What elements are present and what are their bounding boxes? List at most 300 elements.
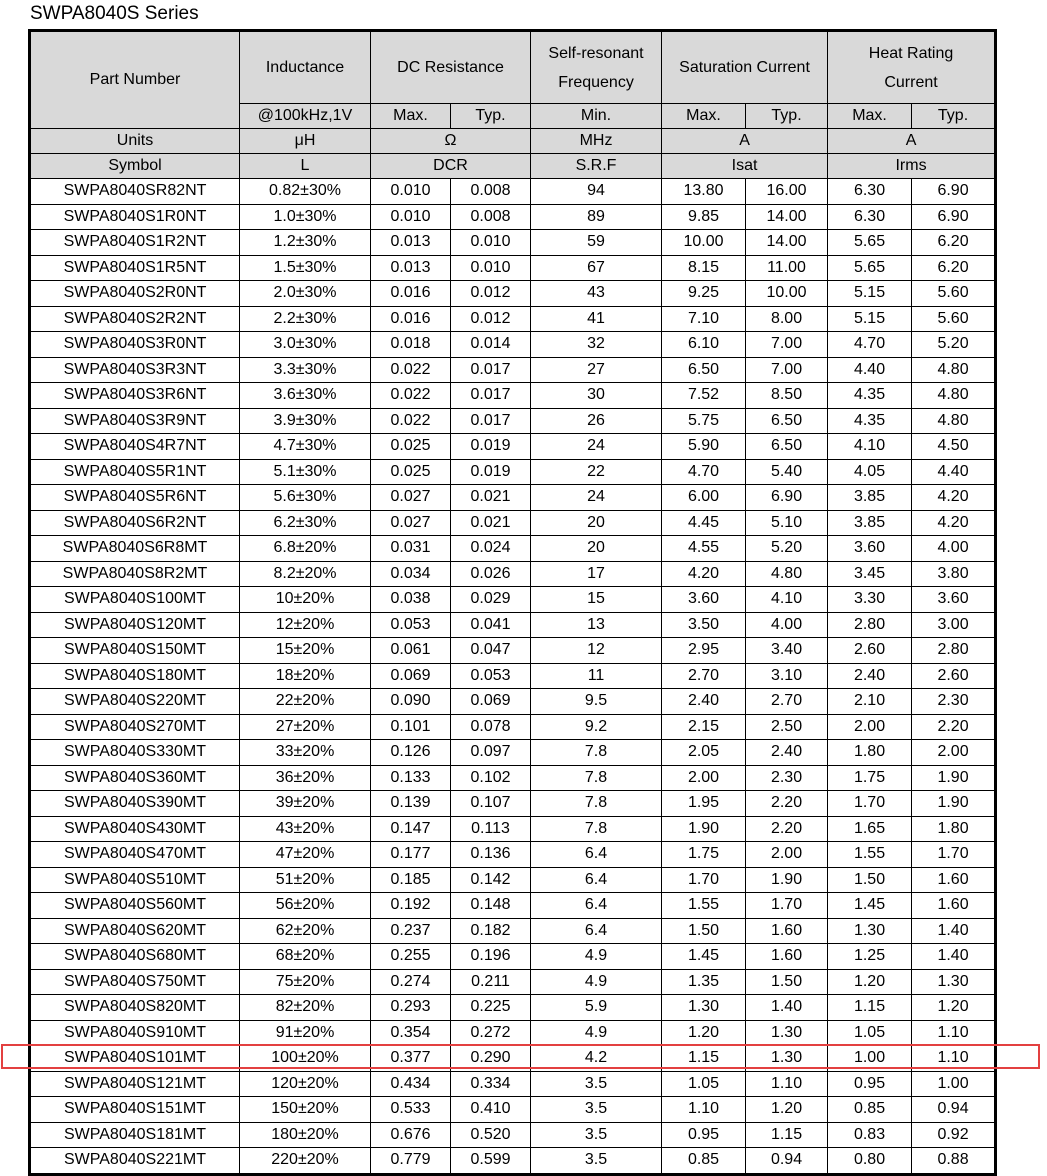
irms-max-cell: 5.65: [828, 255, 912, 281]
isat-max-cell: 1.20: [662, 1020, 746, 1046]
inductance-cell: 150±20%: [240, 1097, 371, 1123]
isat-max-cell: 13.80: [662, 179, 746, 205]
isat-typ-cell: 2.20: [746, 816, 828, 842]
irms-max-cell: 1.80: [828, 740, 912, 766]
part-number-cell: SWPA8040S2R0NT: [30, 281, 240, 307]
irms-max-cell: 1.25: [828, 944, 912, 970]
srf-min-cell: 6.4: [531, 867, 662, 893]
srf-min-cell: 4.9: [531, 944, 662, 970]
table-row: [30, 867, 996, 893]
inductance-cell: 180±20%: [240, 1122, 371, 1148]
dcr-max-cell: 0.027: [371, 510, 451, 536]
isat-typ-cell: 1.40: [746, 995, 828, 1021]
irms-typ-cell: 3.80: [912, 561, 996, 587]
dcr-typ-cell: 0.012: [451, 281, 531, 307]
srf-min-cell: 4.2: [531, 1046, 662, 1072]
dcr-max-cell: 0.377: [371, 1046, 451, 1072]
isat-typ-cell: 1.60: [746, 944, 828, 970]
isat-max-cell: 3.60: [662, 587, 746, 613]
cond-dcr-max: Max.: [371, 104, 451, 129]
part-number-cell: SWPA8040SR82NT: [30, 179, 240, 205]
dcr-typ-cell: 0.024: [451, 536, 531, 562]
table-row: [30, 281, 996, 307]
isat-max-cell: 7.52: [662, 383, 746, 409]
isat-max-cell: 1.55: [662, 893, 746, 919]
dcr-typ-cell: 0.410: [451, 1097, 531, 1123]
irms-max-cell: 1.70: [828, 791, 912, 817]
inductance-cell: 5.6±30%: [240, 485, 371, 511]
srf-min-cell: 9.2: [531, 714, 662, 740]
dcr-typ-cell: 0.008: [451, 179, 531, 205]
dcr-max-cell: 0.016: [371, 281, 451, 307]
irms-max-cell: 2.80: [828, 612, 912, 638]
cond-irms-typ: Typ.: [912, 104, 996, 129]
irms-typ-cell: 4.80: [912, 357, 996, 383]
irms-max-cell: 1.20: [828, 969, 912, 995]
dcr-typ-cell: 0.334: [451, 1071, 531, 1097]
symbol-label: Symbol: [30, 154, 240, 179]
srf-min-cell: 3.5: [531, 1097, 662, 1123]
table-row: [30, 842, 996, 868]
isat-max-cell: 5.75: [662, 408, 746, 434]
isat-max-cell: 1.15: [662, 1046, 746, 1072]
irms-max-cell: 3.85: [828, 510, 912, 536]
isat-typ-cell: 1.30: [746, 1046, 828, 1072]
irms-typ-cell: 5.60: [912, 306, 996, 332]
irms-max-cell: 6.30: [828, 179, 912, 205]
isat-typ-cell: 2.70: [746, 689, 828, 715]
isat-max-cell: 5.90: [662, 434, 746, 460]
part-number-cell: SWPA8040S3R3NT: [30, 357, 240, 383]
irms-typ-cell: 4.20: [912, 485, 996, 511]
dcr-typ-cell: 0.599: [451, 1148, 531, 1175]
dcr-max-cell: 0.274: [371, 969, 451, 995]
table-row: [30, 383, 996, 409]
irms-max-cell: 1.50: [828, 867, 912, 893]
irms-typ-cell: 1.60: [912, 867, 996, 893]
isat-typ-cell: 1.60: [746, 918, 828, 944]
isat-typ-cell: 2.20: [746, 791, 828, 817]
isat-max-cell: 1.45: [662, 944, 746, 970]
part-number-cell: SWPA8040S750MT: [30, 969, 240, 995]
symbol-dcr: DCR: [371, 154, 531, 179]
srf-min-cell: 89: [531, 204, 662, 230]
isat-typ-cell: 1.20: [746, 1097, 828, 1123]
units-srf: MHz: [531, 129, 662, 154]
table-row: [30, 434, 996, 460]
isat-typ-cell: 4.80: [746, 561, 828, 587]
isat-max-cell: 1.50: [662, 918, 746, 944]
part-number-cell: SWPA8040S1R2NT: [30, 230, 240, 256]
dcr-typ-cell: 0.014: [451, 332, 531, 358]
srf-min-cell: 13: [531, 612, 662, 638]
isat-max-cell: 9.25: [662, 281, 746, 307]
page-title: SWPA8040S Series: [30, 3, 199, 24]
irms-max-cell: 4.05: [828, 459, 912, 485]
irms-typ-cell: 0.92: [912, 1122, 996, 1148]
isat-max-cell: 2.40: [662, 689, 746, 715]
isat-max-cell: 4.45: [662, 510, 746, 536]
isat-max-cell: 6.00: [662, 485, 746, 511]
inductance-cell: 12±20%: [240, 612, 371, 638]
irms-max-cell: 6.30: [828, 204, 912, 230]
srf-min-cell: 26: [531, 408, 662, 434]
srf-min-cell: 24: [531, 434, 662, 460]
irms-max-cell: 4.35: [828, 408, 912, 434]
dcr-typ-cell: 0.520: [451, 1122, 531, 1148]
isat-typ-cell: 1.15: [746, 1122, 828, 1148]
irms-typ-cell: 2.30: [912, 689, 996, 715]
dcr-max-cell: 0.027: [371, 485, 451, 511]
dcr-max-cell: 0.053: [371, 612, 451, 638]
part-number-cell: SWPA8040S820MT: [30, 995, 240, 1021]
units-dcr: Ω: [371, 129, 531, 154]
table-row: [30, 1046, 996, 1072]
srf-min-cell: 20: [531, 510, 662, 536]
isat-max-cell: 1.70: [662, 867, 746, 893]
dcr-max-cell: 0.090: [371, 689, 451, 715]
table-row: [30, 918, 996, 944]
dcr-max-cell: 0.434: [371, 1071, 451, 1097]
table-row: [30, 893, 996, 919]
dcr-typ-cell: 0.021: [451, 510, 531, 536]
part-number-cell: SWPA8040S221MT: [30, 1148, 240, 1175]
srf-min-cell: 4.9: [531, 1020, 662, 1046]
part-number-cell: SWPA8040S100MT: [30, 587, 240, 613]
inductance-cell: 100±20%: [240, 1046, 371, 1072]
srf-min-cell: 32: [531, 332, 662, 358]
inductance-cell: 3.0±30%: [240, 332, 371, 358]
part-number-cell: SWPA8040S620MT: [30, 918, 240, 944]
units-inductance: μH: [240, 129, 371, 154]
srf-min-cell: 7.8: [531, 765, 662, 791]
part-number-cell: SWPA8040S430MT: [30, 816, 240, 842]
isat-typ-cell: 4.00: [746, 612, 828, 638]
irms-max-cell: 1.30: [828, 918, 912, 944]
dcr-typ-cell: 0.290: [451, 1046, 531, 1072]
irms-typ-cell: 2.20: [912, 714, 996, 740]
dcr-max-cell: 0.025: [371, 459, 451, 485]
irms-typ-cell: 1.00: [912, 1071, 996, 1097]
dcr-max-cell: 0.293: [371, 995, 451, 1021]
isat-typ-cell: 10.00: [746, 281, 828, 307]
dcr-typ-cell: 0.029: [451, 587, 531, 613]
irms-max-cell: 2.40: [828, 663, 912, 689]
srf-min-cell: 43: [531, 281, 662, 307]
header-part-number: Part Number: [30, 31, 240, 129]
inductance-cell: 3.3±30%: [240, 357, 371, 383]
table-row: [30, 1122, 996, 1148]
irms-typ-cell: 6.20: [912, 255, 996, 281]
irms-typ-cell: 4.50: [912, 434, 996, 460]
isat-max-cell: 8.15: [662, 255, 746, 281]
table-row: [30, 714, 996, 740]
isat-typ-cell: 2.30: [746, 765, 828, 791]
inductance-cell: 43±20%: [240, 816, 371, 842]
irms-typ-cell: 6.20: [912, 230, 996, 256]
srf-min-cell: 17: [531, 561, 662, 587]
irms-max-cell: 4.35: [828, 383, 912, 409]
table-row: [30, 816, 996, 842]
srf-min-cell: 59: [531, 230, 662, 256]
inductance-cell: 3.6±30%: [240, 383, 371, 409]
header-srf-line1: Self-resonant: [548, 44, 644, 62]
cond-isat-typ: Typ.: [746, 104, 828, 129]
isat-max-cell: 4.20: [662, 561, 746, 587]
dcr-max-cell: 0.038: [371, 587, 451, 613]
srf-min-cell: 3.5: [531, 1122, 662, 1148]
table-row: [30, 612, 996, 638]
part-number-cell: SWPA8040S2R2NT: [30, 306, 240, 332]
dcr-typ-cell: 0.113: [451, 816, 531, 842]
table-row: [30, 255, 996, 281]
isat-typ-cell: 7.00: [746, 357, 828, 383]
srf-min-cell: 67: [531, 255, 662, 281]
irms-typ-cell: 0.88: [912, 1148, 996, 1175]
part-number-cell: SWPA8040S270MT: [30, 714, 240, 740]
srf-min-cell: 7.8: [531, 791, 662, 817]
dcr-max-cell: 0.069: [371, 663, 451, 689]
part-number-cell: SWPA8040S180MT: [30, 663, 240, 689]
isat-max-cell: 6.50: [662, 357, 746, 383]
dcr-typ-cell: 0.019: [451, 434, 531, 460]
header-inductance: Inductance: [240, 31, 371, 104]
isat-typ-cell: 8.00: [746, 306, 828, 332]
irms-max-cell: 1.65: [828, 816, 912, 842]
dcr-max-cell: 0.237: [371, 918, 451, 944]
cond-irms-max: Max.: [828, 104, 912, 129]
dcr-typ-cell: 0.041: [451, 612, 531, 638]
symbol-irms: Irms: [828, 154, 996, 179]
irms-typ-cell: 2.00: [912, 740, 996, 766]
isat-max-cell: 0.85: [662, 1148, 746, 1175]
dcr-max-cell: 0.010: [371, 179, 451, 205]
irms-max-cell: 0.85: [828, 1097, 912, 1123]
srf-min-cell: 5.9: [531, 995, 662, 1021]
table-row: [30, 587, 996, 613]
symbol-srf: S.R.F: [531, 154, 662, 179]
irms-max-cell: 1.15: [828, 995, 912, 1021]
isat-max-cell: 4.70: [662, 459, 746, 485]
table-row: [30, 1071, 996, 1097]
inductance-cell: 82±20%: [240, 995, 371, 1021]
dcr-max-cell: 0.139: [371, 791, 451, 817]
inductance-cell: 0.82±30%: [240, 179, 371, 205]
table-row: [30, 179, 996, 205]
dcr-max-cell: 0.034: [371, 561, 451, 587]
srf-min-cell: 94: [531, 179, 662, 205]
dcr-max-cell: 0.192: [371, 893, 451, 919]
irms-typ-cell: 1.20: [912, 995, 996, 1021]
srf-min-cell: 12: [531, 638, 662, 664]
irms-typ-cell: 5.60: [912, 281, 996, 307]
srf-min-cell: 7.8: [531, 740, 662, 766]
table-row: [30, 1097, 996, 1123]
header-srf-line2: Frequency: [558, 73, 634, 91]
part-number-cell: SWPA8040S1R0NT: [30, 204, 240, 230]
inductance-cell: 62±20%: [240, 918, 371, 944]
part-number-cell: SWPA8040S220MT: [30, 689, 240, 715]
srf-min-cell: 30: [531, 383, 662, 409]
irms-max-cell: 5.15: [828, 281, 912, 307]
table-row: [30, 408, 996, 434]
isat-typ-cell: 2.00: [746, 842, 828, 868]
inductance-cell: 1.2±30%: [240, 230, 371, 256]
part-number-cell: SWPA8040S120MT: [30, 612, 240, 638]
isat-max-cell: 1.75: [662, 842, 746, 868]
spec-table-body: [30, 179, 996, 1175]
dcr-typ-cell: 0.008: [451, 204, 531, 230]
dcr-max-cell: 0.147: [371, 816, 451, 842]
dcr-typ-cell: 0.136: [451, 842, 531, 868]
dcr-typ-cell: 0.012: [451, 306, 531, 332]
cond-srf-min: Min.: [531, 104, 662, 129]
irms-max-cell: 3.85: [828, 485, 912, 511]
isat-typ-cell: 1.10: [746, 1071, 828, 1097]
irms-typ-cell: 3.00: [912, 612, 996, 638]
part-number-cell: SWPA8040S3R6NT: [30, 383, 240, 409]
irms-typ-cell: 1.60: [912, 893, 996, 919]
irms-typ-cell: 1.30: [912, 969, 996, 995]
part-number-cell: SWPA8040S390MT: [30, 791, 240, 817]
inductance-cell: 27±20%: [240, 714, 371, 740]
dcr-typ-cell: 0.069: [451, 689, 531, 715]
isat-max-cell: 6.10: [662, 332, 746, 358]
isat-typ-cell: 6.90: [746, 485, 828, 511]
table-row: [30, 306, 996, 332]
dcr-typ-cell: 0.010: [451, 230, 531, 256]
isat-typ-cell: 8.50: [746, 383, 828, 409]
inductance-cell: 2.0±30%: [240, 281, 371, 307]
table-row: [30, 1020, 996, 1046]
header-dc-resistance: DC Resistance: [371, 31, 531, 104]
dcr-typ-cell: 0.021: [451, 485, 531, 511]
irms-typ-cell: 1.40: [912, 918, 996, 944]
irms-typ-cell: 1.40: [912, 944, 996, 970]
dcr-typ-cell: 0.017: [451, 357, 531, 383]
spec-table: [28, 29, 997, 1176]
irms-typ-cell: 1.90: [912, 765, 996, 791]
dcr-typ-cell: 0.148: [451, 893, 531, 919]
dcr-max-cell: 0.061: [371, 638, 451, 664]
isat-typ-cell: 14.00: [746, 204, 828, 230]
isat-typ-cell: 7.00: [746, 332, 828, 358]
isat-typ-cell: 2.50: [746, 714, 828, 740]
irms-typ-cell: 1.10: [912, 1046, 996, 1072]
inductance-cell: 39±20%: [240, 791, 371, 817]
part-number-cell: SWPA8040S470MT: [30, 842, 240, 868]
isat-typ-cell: 1.50: [746, 969, 828, 995]
irms-max-cell: 5.15: [828, 306, 912, 332]
table-row: [30, 485, 996, 511]
table-row: [30, 1148, 996, 1175]
part-number-cell: SWPA8040S150MT: [30, 638, 240, 664]
inductance-cell: 6.8±20%: [240, 536, 371, 562]
dcr-typ-cell: 0.107: [451, 791, 531, 817]
table-row: [30, 510, 996, 536]
dcr-max-cell: 0.016: [371, 306, 451, 332]
part-number-cell: SWPA8040S121MT: [30, 1071, 240, 1097]
part-number-cell: SWPA8040S8R2MT: [30, 561, 240, 587]
inductance-cell: 3.9±30%: [240, 408, 371, 434]
isat-max-cell: 1.10: [662, 1097, 746, 1123]
cond-inductance: @100kHz,1V: [240, 104, 371, 129]
isat-max-cell: 0.95: [662, 1122, 746, 1148]
isat-typ-cell: 0.94: [746, 1148, 828, 1175]
dcr-max-cell: 0.185: [371, 867, 451, 893]
table-row: [30, 204, 996, 230]
isat-typ-cell: 1.90: [746, 867, 828, 893]
part-number-cell: SWPA8040S510MT: [30, 867, 240, 893]
table-row: [30, 459, 996, 485]
isat-max-cell: 3.50: [662, 612, 746, 638]
srf-min-cell: 24: [531, 485, 662, 511]
irms-max-cell: 1.00: [828, 1046, 912, 1072]
dcr-max-cell: 0.022: [371, 408, 451, 434]
irms-max-cell: 4.40: [828, 357, 912, 383]
srf-min-cell: 6.4: [531, 893, 662, 919]
inductance-cell: 75±20%: [240, 969, 371, 995]
part-number-cell: SWPA8040S4R7NT: [30, 434, 240, 460]
cond-isat-max: Max.: [662, 104, 746, 129]
inductance-cell: 91±20%: [240, 1020, 371, 1046]
isat-typ-cell: 14.00: [746, 230, 828, 256]
dcr-typ-cell: 0.211: [451, 969, 531, 995]
symbol-inductance: L: [240, 154, 371, 179]
irms-typ-cell: 0.94: [912, 1097, 996, 1123]
isat-typ-cell: 1.70: [746, 893, 828, 919]
isat-max-cell: 1.35: [662, 969, 746, 995]
irms-max-cell: 1.45: [828, 893, 912, 919]
dcr-max-cell: 0.676: [371, 1122, 451, 1148]
inductance-cell: 6.2±30%: [240, 510, 371, 536]
srf-min-cell: 41: [531, 306, 662, 332]
isat-typ-cell: 5.10: [746, 510, 828, 536]
table-row: [30, 765, 996, 791]
irms-typ-cell: 4.00: [912, 536, 996, 562]
irms-max-cell: 2.60: [828, 638, 912, 664]
part-number-cell: SWPA8040S360MT: [30, 765, 240, 791]
dcr-typ-cell: 0.097: [451, 740, 531, 766]
irms-max-cell: 0.95: [828, 1071, 912, 1097]
part-number-cell: SWPA8040S181MT: [30, 1122, 240, 1148]
table-row: [30, 740, 996, 766]
irms-typ-cell: 4.40: [912, 459, 996, 485]
dcr-typ-cell: 0.017: [451, 383, 531, 409]
inductance-cell: 36±20%: [240, 765, 371, 791]
dcr-max-cell: 0.126: [371, 740, 451, 766]
irms-typ-cell: 2.80: [912, 638, 996, 664]
srf-min-cell: 6.4: [531, 918, 662, 944]
isat-max-cell: 1.95: [662, 791, 746, 817]
inductance-cell: 8.2±20%: [240, 561, 371, 587]
table-row: [30, 561, 996, 587]
dcr-max-cell: 0.031: [371, 536, 451, 562]
isat-typ-cell: 3.40: [746, 638, 828, 664]
isat-typ-cell: 5.20: [746, 536, 828, 562]
srf-min-cell: 3.5: [531, 1071, 662, 1097]
dcr-max-cell: 0.133: [371, 765, 451, 791]
part-number-cell: SWPA8040S101MT: [30, 1046, 240, 1072]
dcr-max-cell: 0.025: [371, 434, 451, 460]
units-isat: A: [662, 129, 828, 154]
inductance-cell: 10±20%: [240, 587, 371, 613]
srf-min-cell: 15: [531, 587, 662, 613]
inductance-cell: 4.7±30%: [240, 434, 371, 460]
isat-typ-cell: 3.10: [746, 663, 828, 689]
irms-typ-cell: 4.20: [912, 510, 996, 536]
inductance-cell: 51±20%: [240, 867, 371, 893]
